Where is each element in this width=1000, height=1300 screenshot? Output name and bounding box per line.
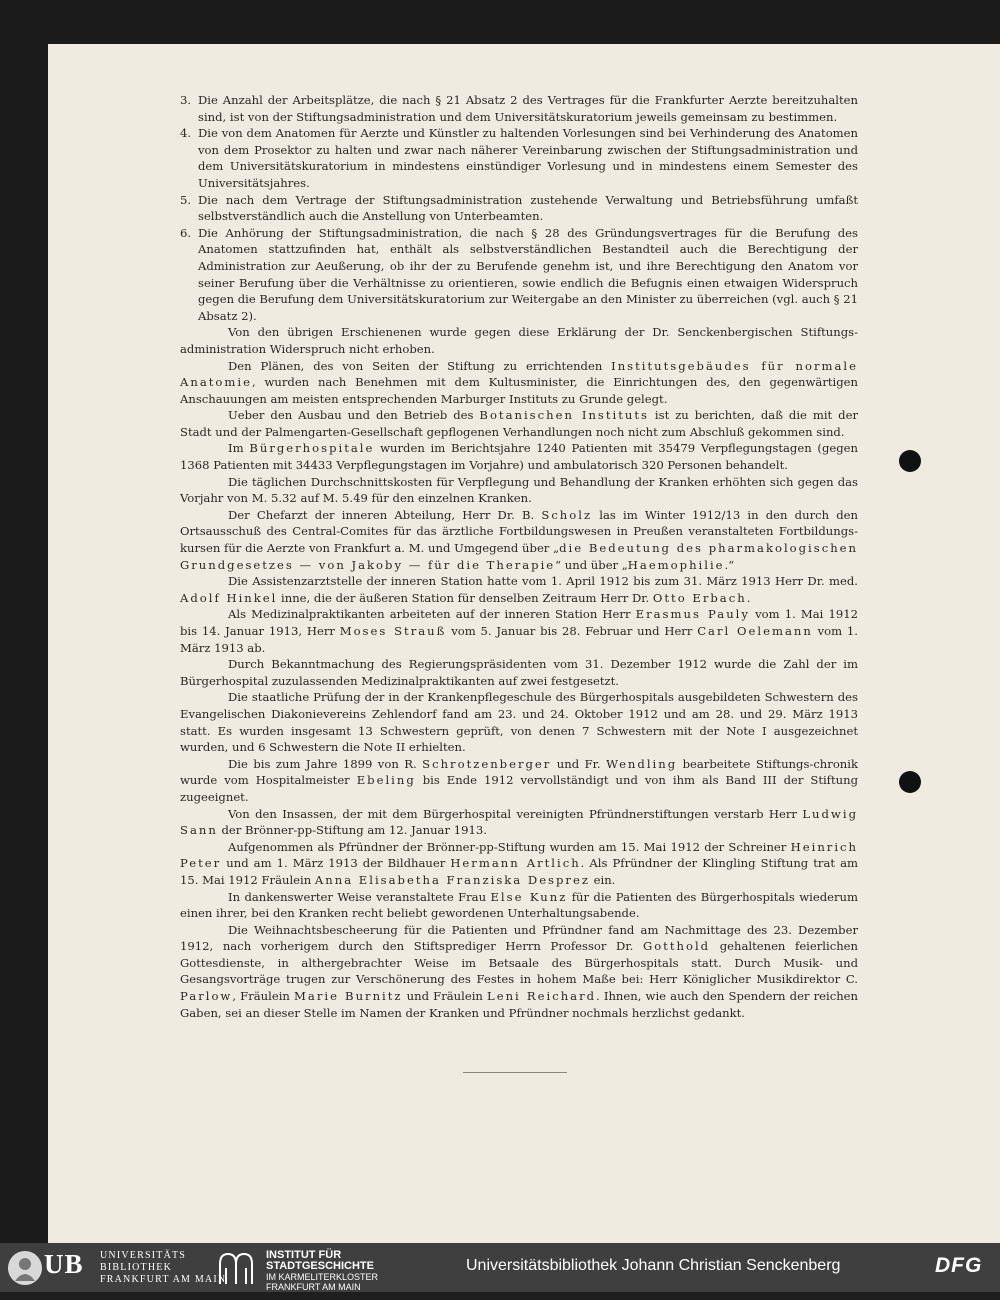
ub-logo-mark: UB [44,1249,84,1279]
paragraph: Aufgenommen als Pfründner der Brönner-pp-Stiftung wurden am 15. Mai 1912 der Schreiner Heinrich Peter und am 1. März 1913 der Bildhauer Hermann Artlich. Als Pfründner der Klingling Stiftung trat am 15. Mai 1912 Fräulein Anna Elisabetha Franziska Desprez ein. [180,839,858,887]
punch-hole-bottom [899,771,921,793]
paragraph: Von den übrigen Erschienenen wurde gegen diese Erklärung der Dr. Senckenbergischen Stiftungs-administration Widerspruch nicht erhoben. [180,325,858,356]
footer-bar [0,1243,1000,1292]
ub-logo-text: UNIVERSITÄTS BIBLIOTHEK FRANKFURT AM MAIN [100,1250,227,1285]
paragraph: Von den Insassen, der mit dem Bürgerhospital vereinigten Pfründnerstiftungen verstarb Herr Ludwig Sann der Brönner-pp-Stiftung am 12. Januar 1913. [180,806,858,838]
paragraph: Der Chefarzt der inneren Abteilung, Herr Dr. B. Scholz las im Winter 1912/13 in den durch den Ortsausschuß des Central-Comites für das ärztliche Fortbildungswesen in Preußen veranstalteten Fortbildungs-kursen für die Aerzte von Frankfurt a. M. und Umgegend über „die Bedeutung des pharmakologischen Grundgesetzes — von Jakoby — für die Therapie“ und über „Haemophilie.“ [180,507,859,572]
paragraph: Die täglichen Durchschnittskosten für Verpflegung und Behandlung der Kranken erhöhten sich gegen das Vorjahr von M. 5.32 auf M. 5.49 für den einzelnen Kranken. [180,474,858,506]
paragraph: Als Medizinalpraktikanten arbeiteten auf der inneren Station Herr Erasmus Pauly vom 1. Mai 1912 bis 14. Januar 1913, Herr Moses Strauß vom 5. Januar bis 28. Februar und Herr Carl Oelemann vom 1. März 1913 ab. [180,607,859,655]
portrait-logo-icon [8,1251,42,1285]
isg-logo-text: INSTITUT FÜR STADTGESCHICHTE IM KARMELITERKLOSTER FRANKFURT AM MAIN [266,1249,379,1292]
paragraph: Die staatliche Prüfung der in der Krankenpflegeschule des Bürgerhospitals ausgebildeten Schwestern des Evangelischen Diakonievereins Zehlendorf fand am 23. und 24. Oktober 1912 und am 28. und 29. März 1913 statt. Es wurden insgesamt 13 Schwestern geprüft, von denen 7 Schwestern mit der Note I ausgezeichnet wurden, und 6 Schwestern die Note II erhielten. [180,690,858,755]
dfg-logo: DFG [935,1254,983,1277]
list-item: 5. Die nach dem Vertrage der Stiftungsadministration zustehende Verwaltung und Betriebsführung umfaßt selbstverständlich auch die Anstellung von Unterbeamten. [180,192,858,224]
document-text [180,92,858,1021]
isg-arch-icon [216,1250,256,1286]
list-item: 3. Die Anzahl der Arbeitsplätze, die nach § 21 Absatz 2 des Vertrages für die Frankfurter Aerzte bereitzuhalten sind, ist von der Stiftungsadministration und dem Universitätskuratorium jeweils gemeinsam zu bestimmen. [180,93,858,124]
paragraph: Die bis zum Jahre 1899 von R. Schrotzenberger und Fr. Wendling bearbeitete Stiftungs-chronik wurde vom Hospitalmeister Ebeling bis Ende 1912 vervollständigt und von ihm als Band III der Stiftung zugeeignet. [180,756,858,804]
list-item: 4. Die von dem Anatomen für Aerzte und Künstler zu haltenden Vorlesungen sind bei Verhinderung des Anatomen von dem Prosektor zu halten und zwar nach näherer Vereinbarung zwischen der Stiftungsadministration und dem Universitätskuratorium in mindestens einstündiger Vorlesung und in mindestens einem Semester des Universitätsjahres. [180,126,858,190]
paragraph: Die Weihnachtsbescheerung für die Patienten und Pfründner fand am Nachmittage des 23. Dezember 1912, nach vorherigem durch den Stiftsprediger Herrn Professor Dr. Gotthold gehaltenen feierlichen Gottesdienste, in althergebrachter Weise im Betsaale des Bürgerhospitals statt. Durch Musik- und Gesangsvorträge trugen zur Verschönerung des Festes in hohem Maße bei: Herr Königlicher Musikdirektor C. Parlow, Fräulein Marie Burnitz und Fräulein Leni Reichard. Ihnen, wie auch den Spendern der reichen Gaben, sei an dieser Stelle im Namen der Kranken und Pfründner nochmals herzlichst gedankt. [180,922,859,1020]
paragraph: Ueber den Ausbau und den Betrieb des Botanischen Instituts ist zu berichten, daß die mit der Stadt und der Palmengarten-Gesellschaft gepflogenen Verhandlungen noch nicht zum Abschluß gekommen sind. [180,408,858,439]
paragraph: In dankenswerter Weise veranstaltete Frau Else Kunz für die Patienten des Bürgerhospitals wiederum einen ihrer, bei den Kranken recht beliebt gewordenen Unterhaltungsabende. [180,889,858,921]
footer-title: Universitätsbibliothek Johann Christian Senckenberg [466,1257,841,1274]
punch-hole-top [899,450,921,472]
paragraph: Durch Bekanntmachung des Regierungspräsidenten vom 31. Dezember 1912 wurde die Zahl der im Bürgerhospital zuzulassenden Medizinalpraktikanten auf zwei festgesetzt. [180,657,858,688]
paragraph: Im Bürgerhospitale wurden im Berichtsjahre 1240 Patienten mit 35479 Verpflegungstagen (gegen 1368 Patienten mit 34433 Verpflegungstagen im Vorjahre) und ambulatorisch 320 Personen behandelt. [180,441,858,473]
list-item: 6. Die Anhörung der Stiftungsadministration, die nach § 28 des Gründungsvertrages für die Berufung des Anatomen stattzufinden hat, enthält als selbstverständlichen Bestandteil auch die Berechtigung der Administration zur Aeußerung, ob ihr der zu Berufende genehm ist, und ihre Berechtigung den Anatom vor seiner Berufung über die Verhältnisse zu orientieren, sowie endlich die Befugnis einen etwaigen Widerspruch gegen die Berufung dem Universitätskuratorium zur Weitergabe an den Minister zu überreichen (vgl. auch § 21 Absatz 2). [180,225,858,323]
paragraph: Die Assistenzarztstelle der inneren Station hatte vom 1. April 1912 bis zum 31. März 1913 Herr Dr. med. Adolf Hinkel inne, die der äußeren Station für denselben Zeitraum Herr Dr. Otto Erbach. [180,574,858,605]
end-divider [463,1072,567,1073]
paragraph: Den Plänen, des von Seiten der Stiftung zu errichtenden Institutsgebäudes für normale Anatomie, wurden nach Benehmen mit dem Kultusminister, die Einrichtungen des, den gegenwärtigen Anschauungen am meisten entsprechenden Marburger Instituts zu Grunde gelegt. [180,358,858,406]
